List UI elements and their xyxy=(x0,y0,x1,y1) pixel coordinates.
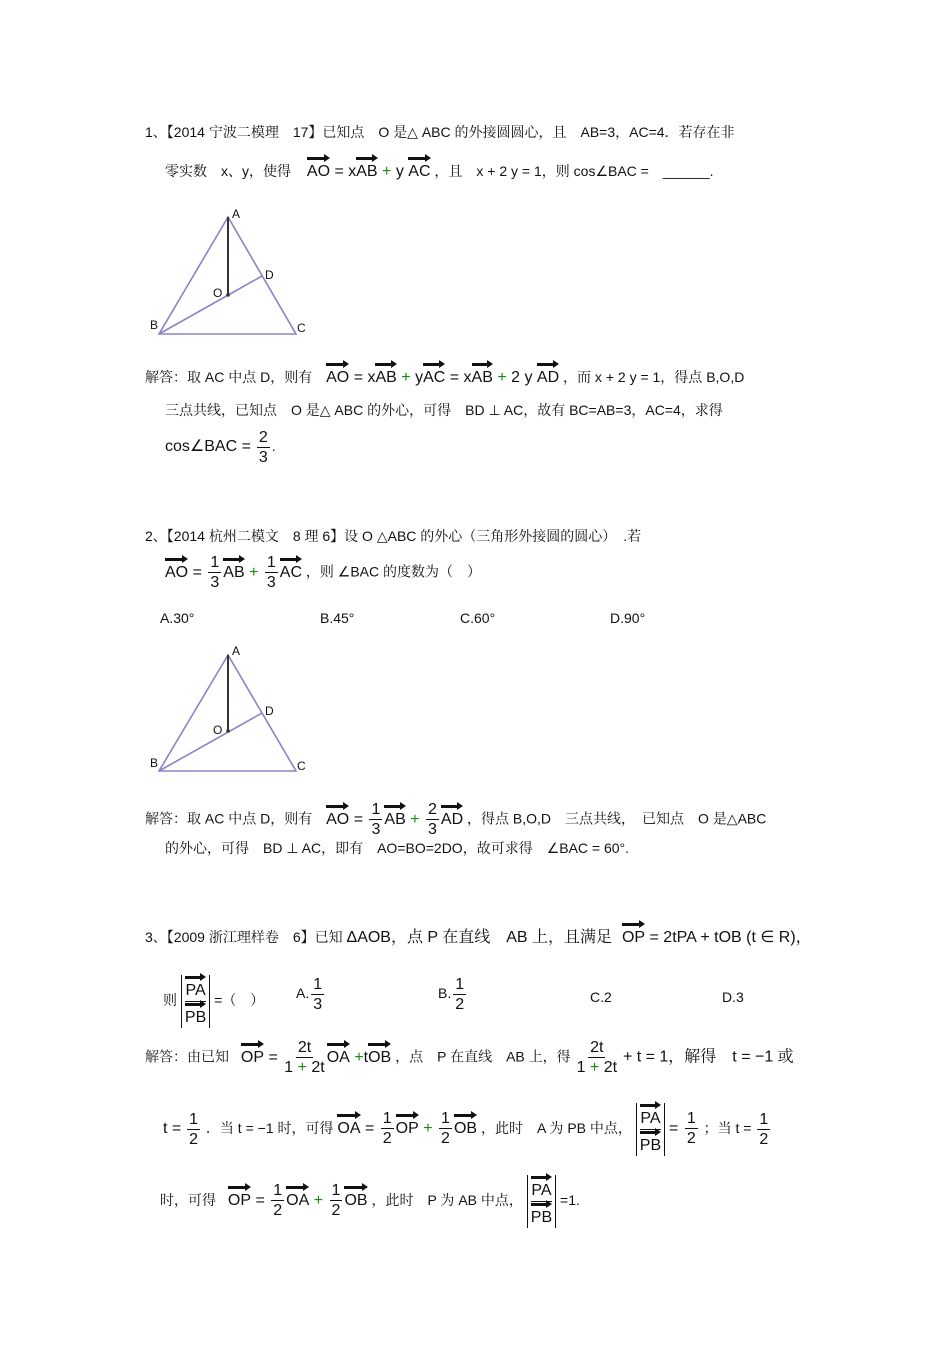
q1-solution-b: ，而 x + 2 y = 1，得点 B,O,D xyxy=(563,369,745,385)
q2-question-tail: ，则 ∠BAC 的度数为（ ） xyxy=(305,563,482,580)
q2-solution-a: 解答：取 AC 中点 D，则有 xyxy=(145,810,313,827)
q2-triangle-figure xyxy=(150,643,310,778)
q2-solution-equation: AO = $\frac{1}{3}$ AB + $\frac{2}{3}$ AD xyxy=(326,801,464,838)
q2-solution-line1 xyxy=(145,800,766,839)
q1-solution-equation: AO = xAB + yAC = xAB + 2 y AD xyxy=(326,369,559,386)
q2-label-o: O xyxy=(213,723,223,737)
q3-option-c: C.2 xyxy=(590,989,612,1005)
q3-solution3-c: =1. xyxy=(560,1192,580,1209)
q3-question-line xyxy=(163,975,264,1028)
q1-triangle-figure xyxy=(150,205,310,340)
q1-solution-line3: cos∠BAC = $\frac{2}{3}$ . xyxy=(165,429,276,466)
q3-solution3-a: 时，可得 xyxy=(160,1192,216,1209)
q1-cos-label: cos∠BAC = xyxy=(165,438,251,456)
q2-solution-b: ，得点 B,O,D 三点共线， 已知点 O 是△ABC xyxy=(467,810,767,827)
q3-heading-equation: OP = 2tPA + tOB (t ∈ R)， xyxy=(622,929,812,946)
q3-solution2-c: ，此时 A 为 PB 中点， xyxy=(480,1120,632,1137)
q2-heading: 2、【2014 杭州二模文 8 理 6】设 O △ABC 的外心（三角形外接圆的圆心） .若 xyxy=(145,528,642,544)
q3-solution-c: + t = 1，解得 t = −1 或 xyxy=(622,1048,794,1066)
q2-option-d: D.90° xyxy=(610,610,646,626)
q1-heading: 1、【2014 宁波二模理 17】已知点 O 是△ ABC 的外接圆圆心，且 AB=3，AC=4．若存在非 xyxy=(145,124,735,140)
q1-line2 xyxy=(165,156,713,182)
q1-answer-fraction: $\frac{2}{3}$ xyxy=(258,429,268,466)
q1-solution-line2: 三点共线，已知点 O 是△ ABC 的外心，可得 BD ⊥ AC，故有 BC=AB=3，AC=4，求得 xyxy=(165,402,723,418)
q3-ratio-pa-pb: $\frac{PA}{PB}$ xyxy=(181,975,210,1028)
q3-heading xyxy=(145,922,812,948)
q3-solution3-b: ，此时 P 为 AB 中点， xyxy=(371,1192,523,1209)
q1-label-a: A xyxy=(232,207,241,221)
q3-solution2-b: ．当 t = −1 时，可得 xyxy=(205,1120,334,1137)
q1-label-b: B xyxy=(150,318,159,332)
q2-option-c: C.60° xyxy=(460,610,496,626)
q3-solution-b: ，点 P 在直线 AB 上，得 xyxy=(395,1048,571,1065)
q3-solution-line1: 解答：由已知 OP = $\frac{2t}{1 + 2t}$ OA +tOB ，点 P 在直线 AB 上，得 $\frac{2t}{1 + 2t}$ + t = 1，解得 t = −1 或 xyxy=(145,1039,794,1076)
q1-label-o: O xyxy=(213,286,223,300)
q3-option-b: B. $\frac{1}{2}$ xyxy=(438,976,465,1013)
q3-option-d: D.3 xyxy=(722,989,744,1005)
q1-solution-line1 xyxy=(145,362,744,388)
q2-label-b: B xyxy=(150,756,159,770)
q3-solution-equation1: OP = $\frac{2t}{1 + 2t}$ OA +tOB xyxy=(240,1039,392,1076)
q3-solution2-d: ；当 t = xyxy=(703,1120,752,1137)
q3-heading-a: 3、【2009 浙江理样卷 6】已知 xyxy=(145,929,343,945)
q1-solution-a: 解答：取 AC 中点 D，则有 xyxy=(145,369,313,385)
q2-label-d: D xyxy=(265,704,274,718)
q3-heading-b: ΔAOB，点 P 在直线 AB 上，且满足 xyxy=(346,929,613,946)
q3-solution-equation2: OA = $\frac{1}{2}$ OP + $\frac{1}{2}$ OB xyxy=(337,1110,478,1148)
q1-line2-a: 零实数 x、y，使得 xyxy=(165,163,291,179)
q3-solution-line3: 时，可得 OP = $\frac{1}{2}$ OA + $\frac{1}{2}$ OB ，此时 P 为 AB 中点， $\frac{PA}{PB}$ =1. xyxy=(160,1175,580,1228)
q1-label-c: C xyxy=(297,321,306,335)
q3-ask-tail: =（ ） xyxy=(214,992,265,1009)
q1-line2-b: ，且 x + 2 y = 1，则 cos∠BAC = ______. xyxy=(434,163,714,179)
q2-option-a: A.30° xyxy=(160,610,195,626)
q1-equation: AO = xAB + y AC xyxy=(307,163,431,180)
q3-option-a: A. $\frac{1}{3}$ xyxy=(296,976,323,1013)
q3-solution-a: 解答：由已知 xyxy=(145,1048,229,1065)
q1-label-d: D xyxy=(265,268,274,282)
q2-label-a: A xyxy=(232,644,241,658)
q3-solution-equation3: OP = $\frac{1}{2}$ OA + $\frac{1}{2}$ OB xyxy=(227,1182,368,1220)
q3-solution-line2: t = $\frac{1}{2}$ ．当 t = −1 时，可得 OA = $\frac{1}{2}$ OP + $\frac{1}{2}$ OB ，此时 A 为 PB 中点， $\frac{PA}{PB}$ = $\frac{1}{2}$ ；当 t = $\frac{1}{2}$ xyxy=(163,1103,772,1156)
q2-solution-line2: 的外心，可得 BD ⊥ AC，即有 AO=BO=2DO，故可求得 ∠BAC = 60°. xyxy=(165,840,630,856)
q3-ask: 则 xyxy=(163,992,177,1009)
q2-option-b: B.45° xyxy=(320,610,355,626)
q3-t-eq: t = xyxy=(163,1120,182,1138)
q2-label-c: C xyxy=(297,759,306,773)
q2-equation-line: AO = $\frac{1}{3}$ AB + $\frac{1}{3}$ AC ，则 ∠BAC 的度数为（ ） xyxy=(165,554,482,591)
